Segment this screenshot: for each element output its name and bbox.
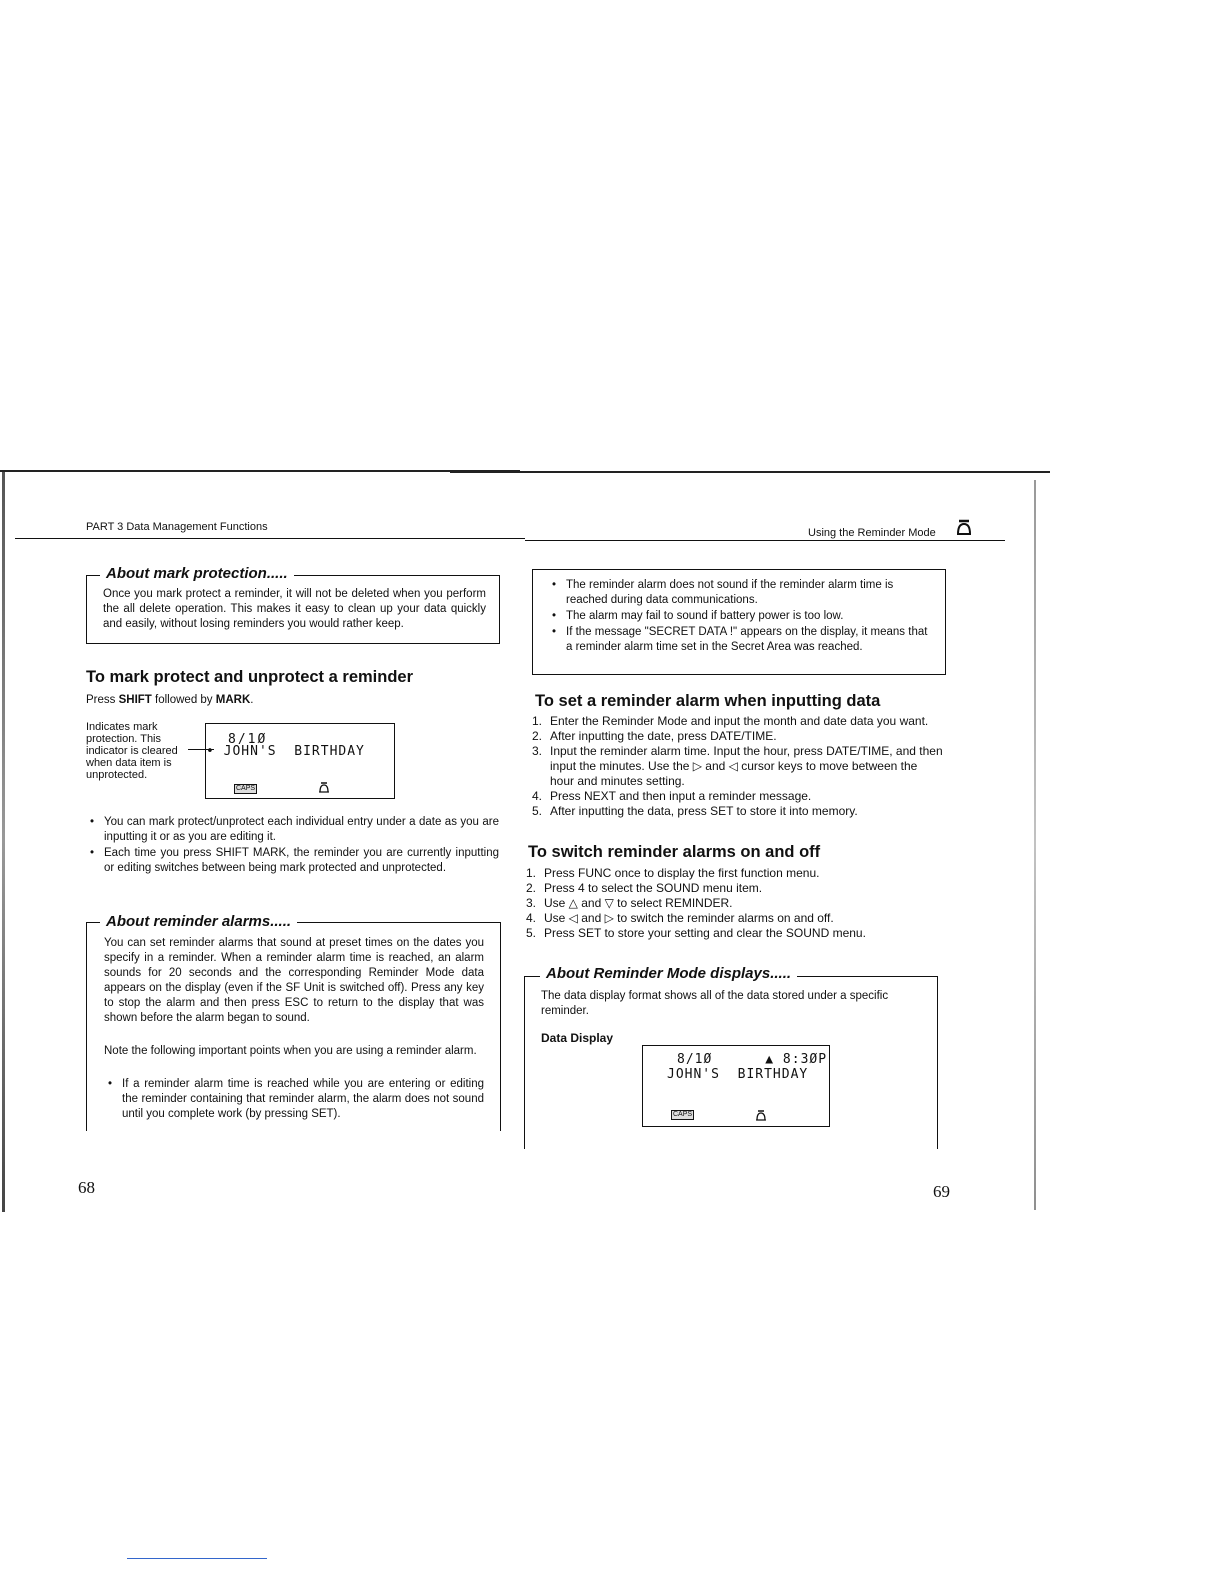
set-step-1: 1. Enter the Reminder Mode and input the month and date data you want.: [532, 714, 929, 728]
set-step-2-text: After inputting the date, press DATE/TIME.: [550, 729, 777, 743]
displays-box-title: About Reminder Mode displays.....: [540, 965, 797, 982]
set-step-5-text: After inputting the data, press SET to store it into memory.: [550, 804, 858, 818]
switch-alarm-heading: To switch reminder alarms on and off: [528, 843, 821, 861]
set-step-3: 3. Input the reminder alarm time. Input the hour, press DATE/TIME, and then input the minutes. Use the ▷ and ◁ cursor keys to move between the hour and minutes setting.: [532, 744, 943, 788]
data-lcd-line2: JOHN'S BIRTHDAY: [667, 1067, 809, 1082]
note-1: • The reminder alarm does not sound if the reminder alarm time is reached during data communications.: [548, 578, 933, 608]
right-header-rule: [525, 540, 1005, 541]
mark-protection-title: About mark protection.....: [100, 565, 294, 582]
set-step-5: 5. After inputting the data, press SET to store it into memory.: [532, 804, 858, 818]
top-rule-left: [0, 470, 520, 472]
mark-section-intro: [86, 693, 253, 708]
mark-bullet-2: • Each time you press SHIFT MARK, the reminder you are currently inputting or editing switches between being mark protected and unprotected.: [86, 846, 499, 876]
intro-mid: followed by: [151, 694, 216, 706]
alarms-para2: Note the following important points when you are using a reminder alarm.: [104, 1045, 477, 1057]
left-page-number: 68: [78, 1178, 95, 1197]
switch-step-2-text: Press 4 to select the SOUND menu item.: [544, 881, 763, 895]
caps-indicator: CAPS: [236, 785, 256, 792]
alarms-para1: You can set reminder alarms that sound at preset times on the dates you specify in a reminder. When a reminder alarm time is reached, an alarm sounds for 20 seconds and the corresponding Reminder Mode data appears on the display (even if the SF Unit is switched off). Press any key to stop the alarm and then press ESC to return to the display that was shown before the alarm began to sound.: [104, 937, 484, 1024]
mark-lcd: [205, 723, 395, 799]
set-step-1-text: Enter the Reminder Mode and input the month and date data you want.: [550, 714, 929, 728]
alarms-box-title: About reminder alarms.....: [100, 913, 297, 930]
data-lcd-line1: 8/1Ø ▲ 8:3ØP: [677, 1052, 828, 1067]
shift-key: SHIFT: [118, 694, 152, 706]
data-caps-indicator: CAPS: [673, 1111, 693, 1118]
mark-section-heading: To mark protect and unprotect a reminder: [86, 668, 414, 686]
intro-pre: Press: [86, 694, 119, 706]
bottom-rule: [127, 1558, 267, 1559]
lcd-line1: 8/1Ø: [228, 732, 268, 747]
switch-step-1-text: Press FUNC once to display the first function menu.: [544, 866, 820, 880]
intro-end: .: [250, 694, 254, 706]
alarms-bullet-list: [104, 1077, 484, 1123]
data-alarm-bell-icon: [755, 1108, 767, 1127]
right-binding-edge: [1034, 480, 1036, 1210]
set-alarm-heading: To set a reminder alarm when inputting data: [535, 692, 881, 710]
data-display-label: Data Display: [541, 1031, 614, 1045]
switch-step-2: 2. Press 4 to select the SOUND menu item.: [526, 881, 763, 895]
set-alarm-steps: [532, 714, 944, 819]
switch-step-4: 4. Use ◁ and ▷ to switch the reminder alarms on and off.: [526, 911, 834, 925]
mark-key: MARK: [215, 694, 251, 706]
lcd-line2: • JOHN'S BIRTHDAY: [206, 744, 365, 759]
right-page-number: 69: [933, 1182, 950, 1201]
switch-alarm-steps: [526, 866, 938, 941]
set-step-2: 2. After inputting the date, press DATE/TIME.: [532, 729, 777, 743]
set-step-4: 4. Press NEXT and then input a reminder message.: [532, 789, 812, 803]
left-header: PART 3 Data Management Functions: [86, 521, 268, 533]
displays-text: The data display format shows all of the data stored under a specific reminder.: [541, 990, 889, 1017]
switch-step-1: 1. Press FUNC once to display the first function menu.: [526, 866, 820, 880]
left-binding-edge: [2, 472, 5, 1212]
mark-callout: Indicates mark protection. This indicator is cleared when data item is unprotected.: [86, 721, 178, 781]
left-header-rule: [15, 538, 525, 539]
switch-step-3: 3. Use △ and ▽ to select REMINDER.: [526, 896, 733, 910]
mark-protection-text: Once you mark protect a reminder, it will not be deleted when you perform the all delete operation. This makes it easy to clean up your data quickly and easily, without losing reminders you would rather keep.: [103, 588, 486, 630]
switch-step-5-text: Press SET to store your setting and clear the SOUND menu.: [544, 926, 866, 940]
set-step-4-text: Press NEXT and then input a reminder message.: [550, 789, 812, 803]
switch-step-3-text: Use △ and ▽ to select REMINDER.: [544, 896, 733, 910]
mark-bullets: [86, 815, 499, 877]
switch-step-5: 5. Press SET to store your setting and clear the SOUND menu.: [526, 926, 866, 940]
note-3: • If the message "SECRET DATA !" appears on the display, it means that a reminder alarm time set in the Secret Area was reached.: [548, 625, 933, 655]
alarm-bell-icon: [318, 780, 330, 799]
data-display-lcd: [642, 1045, 830, 1127]
alarms-bullet: • If a reminder alarm time is reached while you are entering or editing the reminder containing that reminder alarm, the alarm does not sound until you complete work (by pressing SET).: [104, 1077, 484, 1122]
right-header: Using the Reminder Mode: [808, 527, 936, 539]
top-rule-right: [450, 471, 1050, 473]
notes-list: [548, 578, 933, 656]
switch-step-4-text: Use ◁ and ▷ to switch the reminder alarms on and off.: [544, 911, 834, 925]
note-2: • The alarm may fail to sound if battery power is too low.: [548, 609, 933, 624]
reminder-mode-icon: [955, 519, 973, 542]
set-step-3-text: Input the reminder alarm time. Input the hour, press DATE/TIME, and then input the minutes. Use the ▷ and ◁ cursor keys to move between the hour and minutes setting.: [550, 744, 943, 788]
mark-bullet-1: • You can mark protect/unprotect each individual entry under a date as you are inputting it or as you are editing it.: [86, 815, 499, 845]
